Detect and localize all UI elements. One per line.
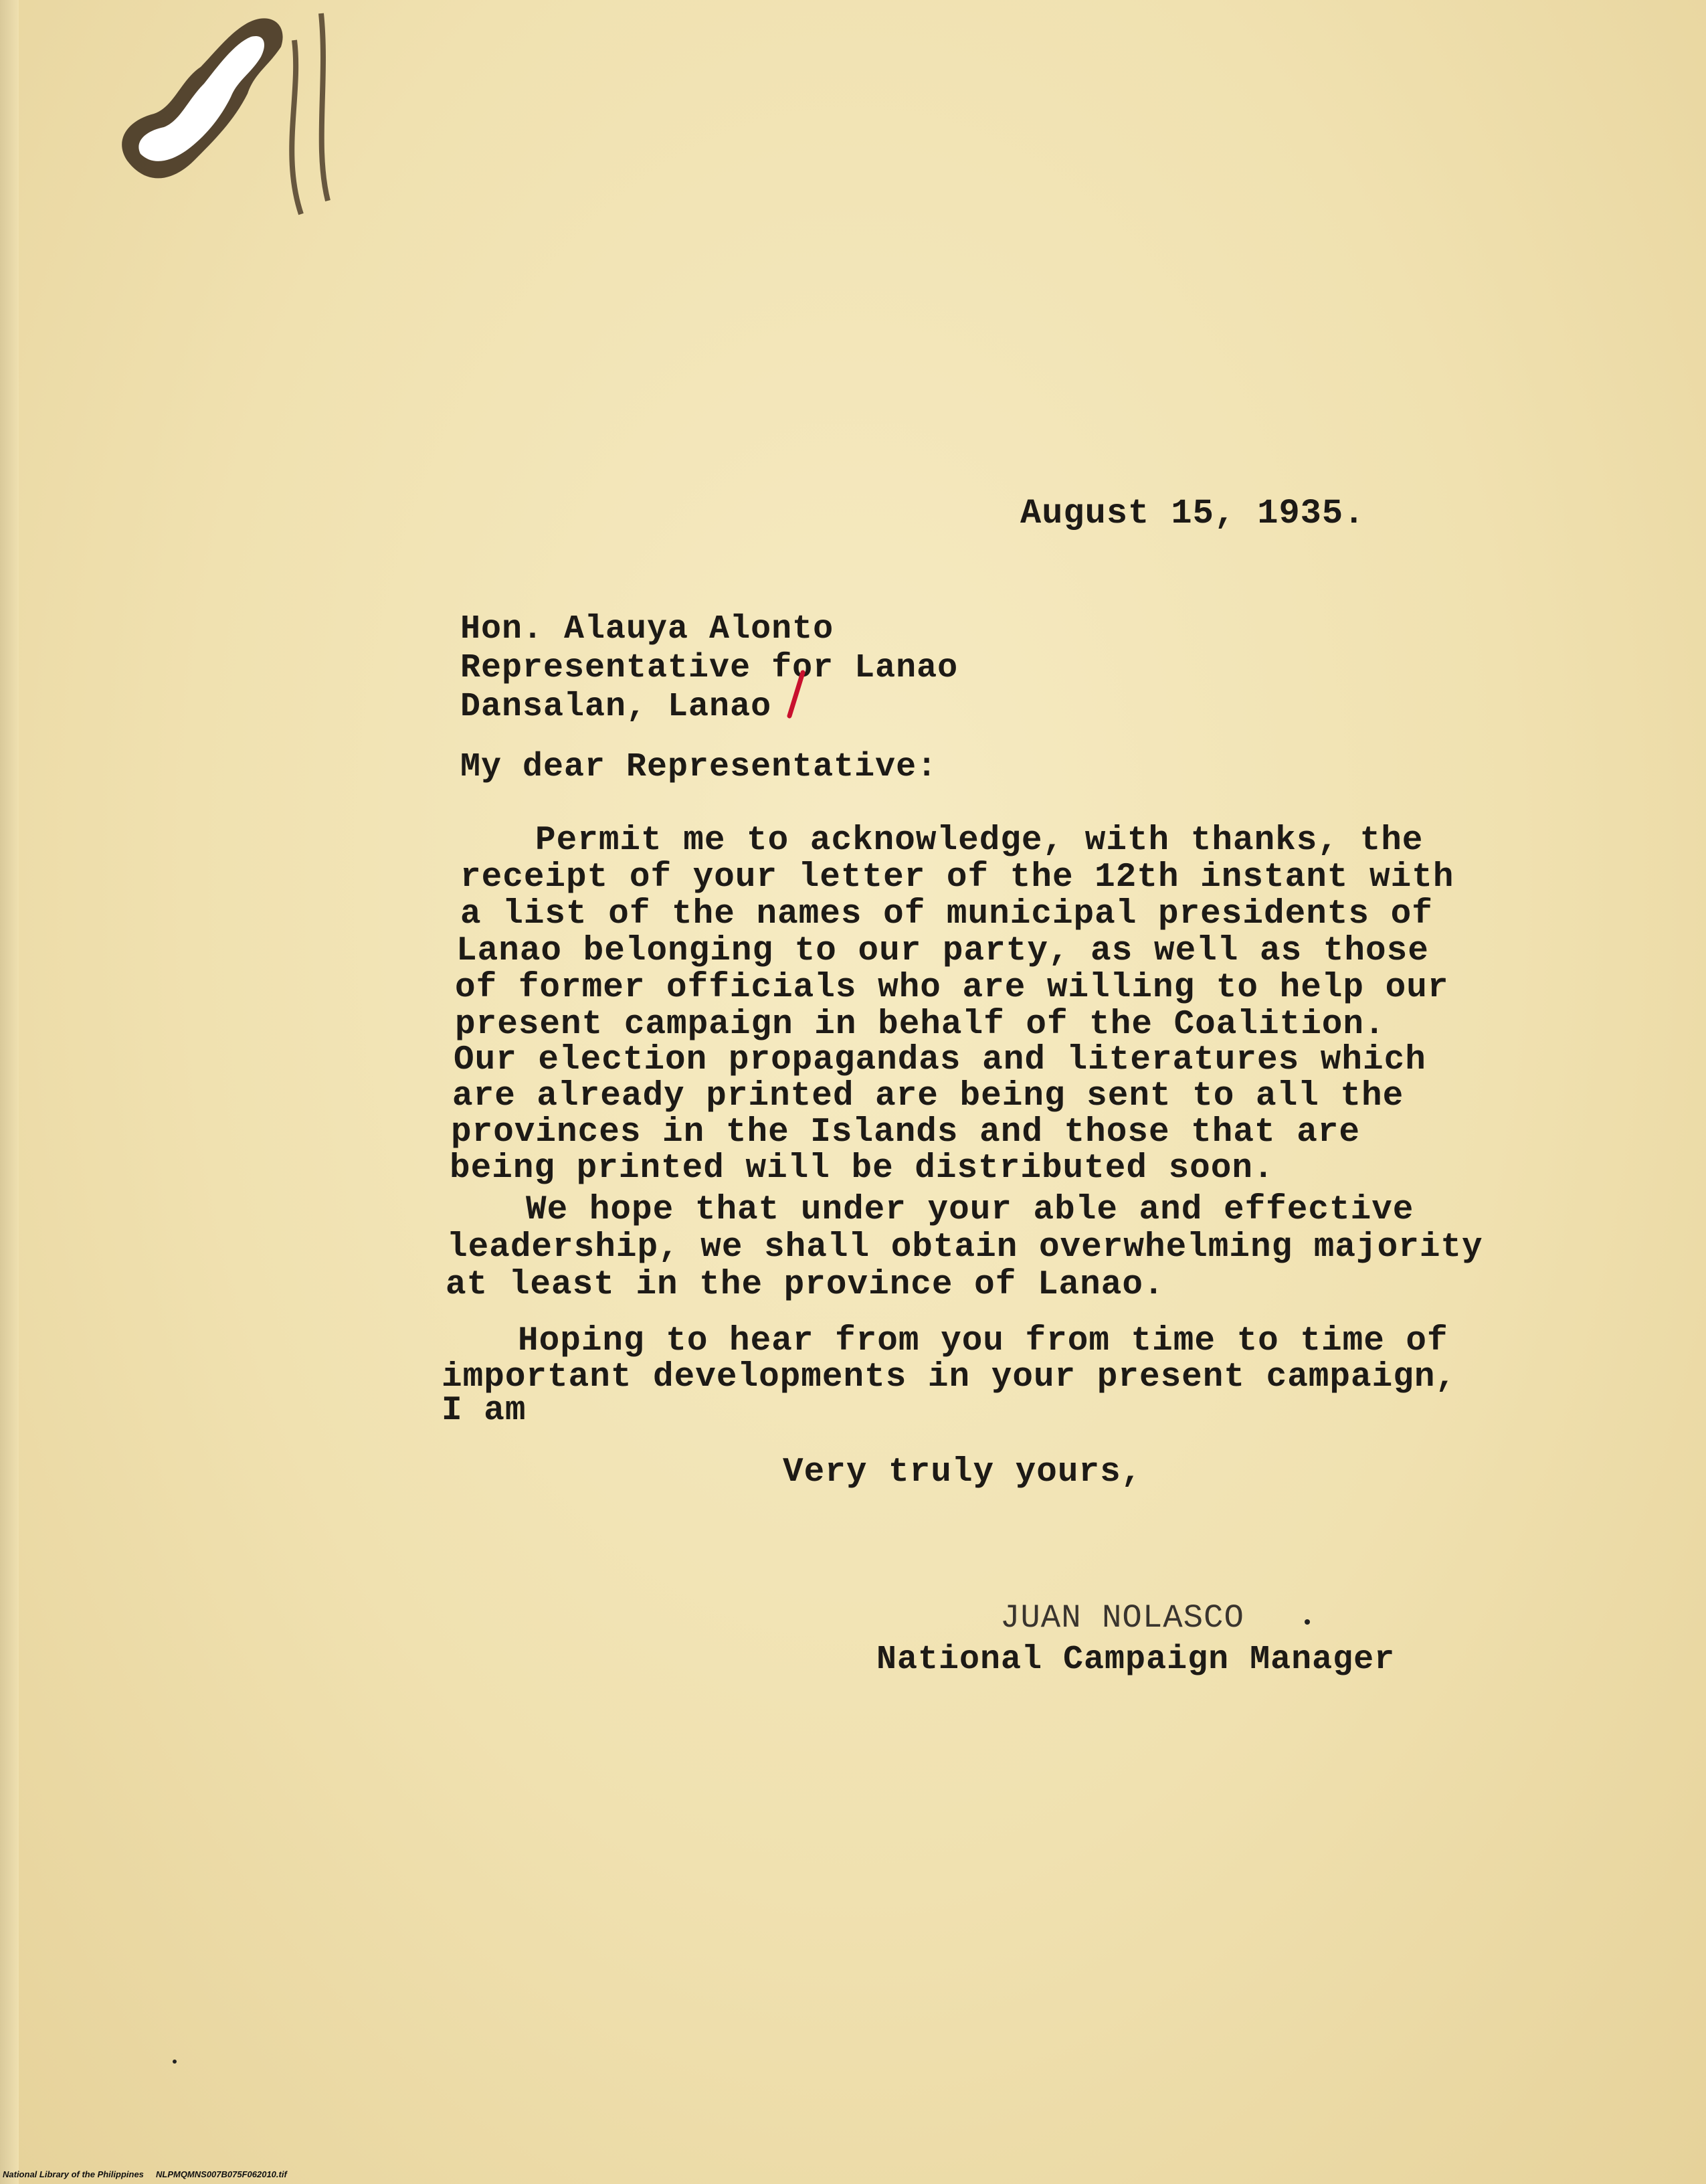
footer-source: National Library of the Philippines	[3, 2169, 144, 2179]
letter-date: August 15, 1935.	[1020, 494, 1365, 533]
signer-name: JUAN NOLASCO	[1000, 1599, 1244, 1637]
body-line: a list of the names of municipal presidents of	[460, 895, 1433, 933]
recipient-location: Dansalan, Lanao	[460, 688, 772, 726]
body-line: of former officials who are willing to help our	[455, 969, 1449, 1007]
body-line: being printed will be distributed soon.	[450, 1150, 1274, 1188]
body-line: present campaign in behalf of the Coalition.	[455, 1006, 1386, 1044]
body-line: important developments in your present campaign,	[442, 1358, 1457, 1396]
body-line: Hoping to hear from you from time to time of	[518, 1322, 1448, 1360]
body-line: I am	[442, 1392, 527, 1430]
body-line: Lanao belonging to our party, as well as those	[456, 932, 1429, 970]
red-check-mark	[783, 669, 810, 723]
footer-file: NLPMQMNS007B075F062010.tif	[155, 2169, 287, 2179]
closing: Very truly yours,	[783, 1453, 1143, 1491]
ink-speck	[173, 2060, 177, 2064]
salutation: My dear Representative:	[460, 748, 938, 786]
body-line: provinces in the Islands and those that are	[451, 1113, 1361, 1152]
recipient-name: Hon. Alauya Alonto	[460, 610, 834, 648]
body-line: leadership, we shall obtain overwhelming majority	[447, 1228, 1483, 1267]
body-line: We hope that under your able and effective	[526, 1191, 1414, 1229]
body-line: Permit me to acknowledge, with thanks, the	[535, 822, 1424, 860]
body-line: are already printed are being sent to all the	[452, 1077, 1404, 1115]
paper-edge	[0, 0, 19, 2184]
ink-dot	[1305, 1619, 1310, 1625]
body-line: Our election propagandas and literatures which	[454, 1041, 1426, 1079]
body-line: at least in the province of Lanao.	[446, 1266, 1165, 1304]
burn-hole	[100, 0, 388, 241]
archive-footer	[3, 2169, 287, 2179]
signer-title: National Campaign Manager	[876, 1641, 1396, 1679]
body-line: receipt of your letter of the 12th instant with	[460, 858, 1454, 897]
recipient-title: Representative for Lanao	[460, 649, 959, 687]
